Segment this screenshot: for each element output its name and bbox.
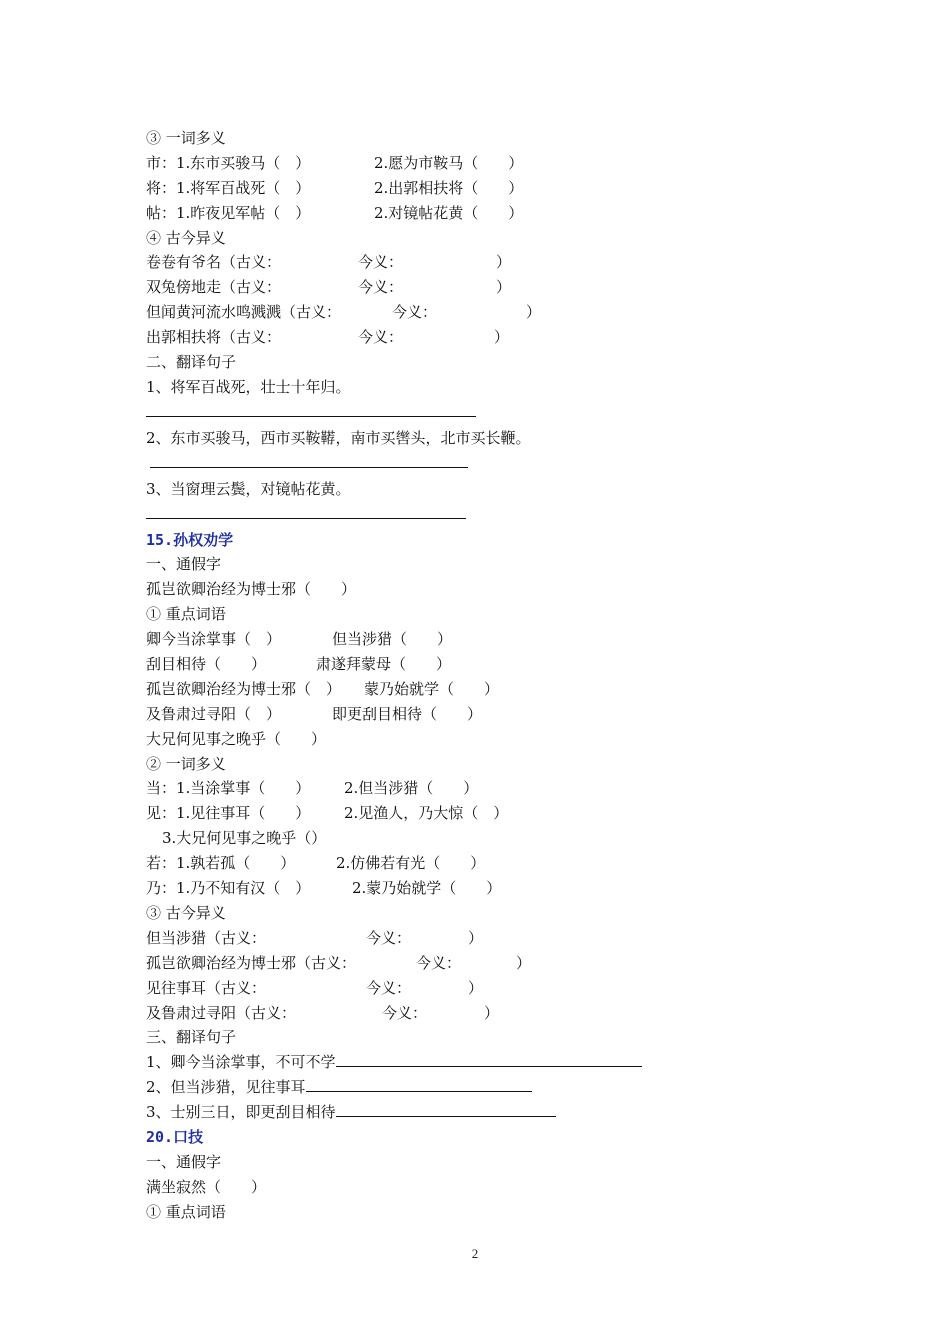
ancient-modern-row: 见往事耳（古义： 今义： ） — [146, 978, 484, 997]
tongjia-item: 孤岂欲卿治经为博士邪（ ） — [146, 580, 357, 599]
polysemy-dang: 当：1.当涂掌事（ ） 2.但当涉猎（ ） — [146, 779, 479, 798]
answer-line[interactable] — [146, 502, 826, 528]
subheading-translation: 二、翻译句子 — [146, 353, 237, 372]
section-title: 15.孙权劝学 — [146, 530, 234, 549]
polysemy-shi: 市：1.东市买骏马（ ） 2.愿为市鞍马（ ） — [146, 153, 524, 172]
polysemy-ruo: 若：1.孰若孤（ ） 2.仿佛若有光（ ） — [146, 854, 486, 873]
ancient-modern-row: 双兔傍地走（古义： 今义： ） — [146, 278, 512, 297]
page-number: 2 — [471, 1246, 479, 1261]
subheading-key-words: ① 重点词语 — [146, 605, 226, 624]
subheading-ancient-modern: ③ 古今异义 — [146, 903, 226, 922]
polysemy-jian-3: 3.大兄何见事之晚乎（） — [162, 829, 327, 848]
ancient-modern-row: 孤岂欲卿治经为博士邪（古义： 今义： ） — [146, 953, 532, 972]
subheading-polysemy: ② 一词多义 — [146, 754, 226, 773]
subheading-tongjia: 一、通假字 — [146, 555, 222, 574]
answer-line[interactable] — [336, 1100, 556, 1117]
answer-line[interactable] — [146, 451, 826, 477]
key-words-row: 孤岂欲卿治经为博士邪（ ） 蒙乃始就学（ ） — [146, 679, 500, 698]
subheading-key-words: ① 重点词语 — [146, 1202, 226, 1221]
translation-sentence: 3、当窗理云鬓，对镜帖花黄。 — [146, 479, 351, 498]
key-words-row: 卿今当涂掌事（ ） 但当涉猎（ ） — [146, 630, 453, 649]
translation-row: 2、但当涉猎，见往事耳 — [146, 1075, 826, 1100]
ancient-modern-row: 及鲁肃过寻阳（古义： 今义： ） — [146, 1003, 500, 1022]
ancient-modern-row: 但闻黄河流水鸣溅溅（古义： 今义： ） — [146, 303, 542, 322]
translation-sentence: 2、东市买骏马，西市买鞍鞯，南市买辔头，北市买长鞭。 — [146, 428, 531, 447]
translation-row: 3、士别三日，即更刮目相待 — [146, 1100, 826, 1125]
translation-sentence: 1、将军百战死，壮士十年归。 — [146, 377, 351, 396]
ancient-modern-row: 出郭相扶将（古义： 今义： ） — [146, 328, 510, 347]
key-words-row: 大兄何见事之晚乎（ ） — [146, 729, 327, 748]
answer-line[interactable] — [336, 1050, 642, 1067]
subheading-polysemy: ③ 一词多义 — [146, 129, 226, 147]
answer-line[interactable] — [146, 400, 826, 426]
answer-line[interactable] — [306, 1075, 532, 1092]
key-words-row: 刮目相待（ ） 肃遂拜蒙母（ ） — [146, 655, 452, 674]
polysemy-jian: 见：1.见往事耳（ ） 2.见渔人，乃大惊（ ） — [146, 804, 509, 823]
key-words-row: 及鲁肃过寻阳（ ） 即更刮目相待（ ） — [146, 704, 483, 723]
translation-row: 1、卿今当涂掌事，不可不学 — [146, 1050, 826, 1075]
page-content — [146, 126, 826, 1225]
ancient-modern-row: 但当涉猎（古义： 今义： ） — [146, 928, 484, 947]
subheading-ancient-modern: ④ 古今异义 — [146, 228, 226, 247]
ancient-modern-row: 卷卷有爷名（古义： 今义： ） — [146, 253, 512, 272]
tongjia-item: 满坐寂然（ ） — [146, 1177, 267, 1196]
polysemy-tie: 帖：1.昨夜见军帖（ ） 2.对镜帖花黄（ ） — [146, 203, 524, 222]
section-title: 20.口技 — [146, 1127, 204, 1146]
subheading-tongjia: 一、通假字 — [146, 1152, 222, 1171]
polysemy-jiang: 将：1.将军百战死（ ） 2.出郭相扶将（ ） — [146, 178, 524, 197]
polysemy-nai: 乃：1.乃不知有汉（ ） 2.蒙乃始就学（ ） — [146, 879, 502, 898]
subheading-translation: 三、翻译句子 — [146, 1028, 237, 1047]
